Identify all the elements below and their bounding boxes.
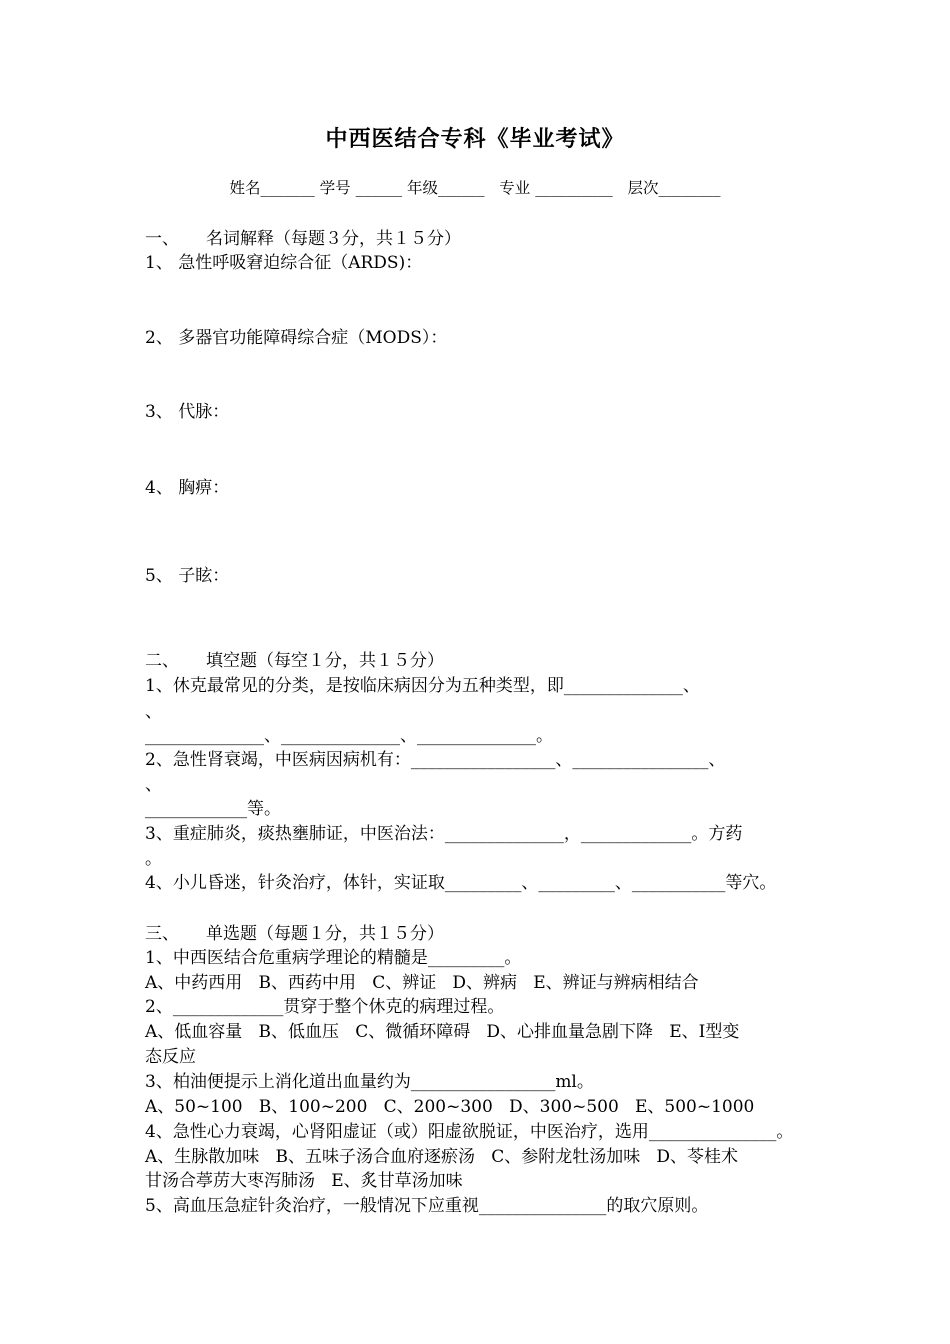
section3-q4: 4、急性心力衰竭，心肾阳虚证（或）阳虚欲脱证，中医治疗，选用_______________。 (145, 1122, 794, 1142)
student-info-line: 姓名_______ 学号 ______ 年级______ 专业 __________ 层次________ (229, 179, 721, 197)
section2-heading: 二、 填空题（每空１分，共１５分） (145, 651, 445, 671)
section3-q3: 3、柏油便提示上消化道出血量约为_________________ml。 (145, 1072, 594, 1092)
section3-q1: 1、中西医结合危重病学理论的精髓是_________。 (145, 948, 522, 968)
section3-q5: 5、高血压急症针灸治疗，一般情况下应重视_______________的取穴原则。 (145, 1196, 709, 1216)
section2-q4-line1: 4、小儿昏迷，针灸治疗，体针，实证取_________、_________、___________等穴。 (145, 873, 777, 893)
section2-q2-line2: 、 (145, 775, 162, 795)
section3-q1-options: A、中药西用 B、西药中用 C、辨证 D、辨病 E、辨证与辨病相结合 (145, 973, 699, 993)
section3-heading: 三、 单选题（每题１分，共１５分） (145, 924, 445, 944)
section2-q3-line1: 3、重症肺炎，痰热壅肺证，中医治法：______________，_____________。方药 (145, 824, 743, 844)
section2-q3-line2: 。 (145, 849, 162, 869)
section2-q2-line1: 2、急性肾衰竭，中医病因病机有：_________________、________________、 (145, 750, 726, 770)
page-title: 中西医结合专科《毕业考试》 (325, 126, 625, 152)
section1-item-2: 2、 多器官功能障碍综合症（MODS）： (145, 328, 448, 348)
section3-q2-options-line2: 态反应 (145, 1047, 196, 1067)
section3-q3-options: A、50~100 B、100~200 C、200~300 D、300~500 E、500~1000 (145, 1097, 755, 1117)
section2-q2-line3: ____________等。 (145, 799, 281, 819)
section1-item-3: 3、 代脉： (145, 402, 230, 422)
section1-item-5: 5、 子眩： (145, 566, 230, 586)
section1-item-1: 1、 急性呼吸窘迫综合征（ARDS)： (145, 253, 423, 273)
section3-q2-options-line1: A、低血容量 B、低血压 C、微循环障碍 D、心排血量急剧下降 E、I型变 (145, 1022, 740, 1042)
section1-item-4: 4、 胸痹： (145, 478, 230, 498)
section3-q4-options-line2: 甘汤合葶苈大枣泻肺汤 E、炙甘草汤加味 (145, 1171, 463, 1191)
section3-q2: 2、_____________贯穿于整个休克的病理过程。 (145, 997, 505, 1017)
section2-q1-line1: 1、休克最常见的分类，是按临床病因分为五种类型，即______________、 (145, 676, 700, 696)
section2-q1-line2: 、 (145, 702, 162, 722)
section3-q4-options-line1: A、生脉散加味 B、五味子汤合血府逐瘀汤 C、参附龙牡汤加味 D、苓桂术 (145, 1147, 739, 1167)
section2-q1-line3: ______________、______________、______________。 (145, 726, 553, 746)
section1-heading: 一、 名词解释（每题３分，共１５分） (145, 229, 462, 249)
